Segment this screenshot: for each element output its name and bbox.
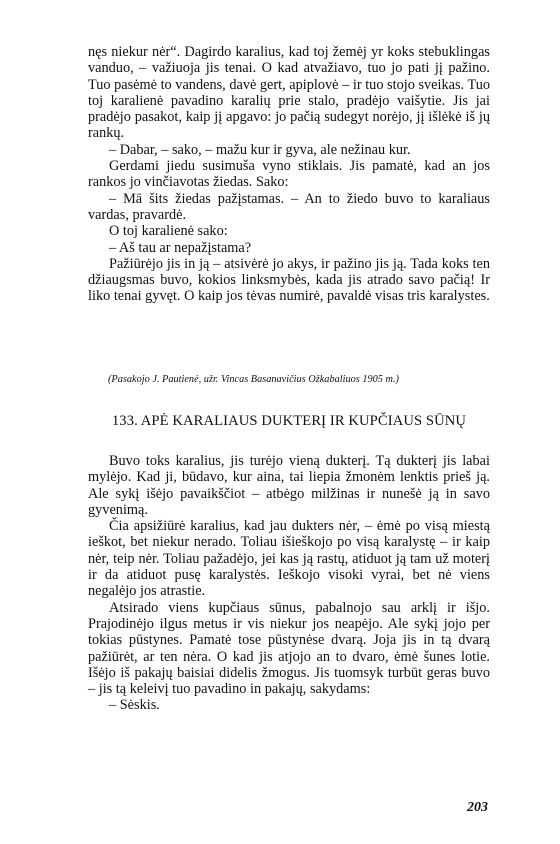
paragraph: nęs niekur nėr“. Dagirdo karalius, kad toj žemėj yr koks stebuklingas vanduo, – važiuoja jis tenai. O kad atvažiavo, tuo jo pati jį pažino. Tuo pasėmė to vandens, davė gert, apiplovė – ir tuo stojo sveikas. Tuo toj karalienė pavadino karalių prie stalo, pradėjo vaišytie. Jis jai pradėjo pasakot, kaip jį apgavo: jo pačią sudegyt norėjo, jį išlėkė iš jų rankų. [88,44,490,142]
paragraph: Pažiūrėjo jis in ją – atsivėrė jo akys, ir pažino jis ją. Tada koks ten džiaugsmas buvo, kokios linksmybės, kada jis atrado savo pačią! Ir liko tenai gyvęt. O kaip jos tėvas numirė, pavaldė visas tris karalystes. [88,255,490,305]
page-number: 203 [467,800,488,815]
story-text [88,453,490,714]
chapter-title: 133. APĖ KARALIAUS DUKTERĮ IR KUPČIAUS SŪNŲ [111,413,467,429]
paragraph: – Dabar, – sako, – mažu kur ir gyva, ale nežinau kur. [109,141,411,158]
paragraph: – Mā šits žiedas pažįstamas. – An to žiedo buvo to karaliaus vardas, pravardė. [88,190,490,223]
paragraph: Čia apsižiūrė karalius, kad jau dukters nėr, – ėmė po visą miestą ieškot, bet niekur nerado. Toliau išieškojo po visą karalystę – ir kaip nėr, teip nėr. Toliau pažadėjo, jei kas ją rastų, atiduot ją tam už moterį ir da atiduot pusę karalystės. Ieškojo visoki vyrai, bet nė viens negalėjo jos atrastie. [88,518,490,600]
story-ending-text [88,44,490,305]
paragraph: Atsirado viens kupčiaus sūnus, pabalnojo sau arklį ir išjo. Prajodinėjo ilgus metus ir vis niekur jos neapėjo. Ale sykį jojo per tokias pūstynes. Pamatė tose pūstynėse dvarą. Joja jis in tą dvarą pažiūrėt, ar ten nėra. O kad jis atjojo an to dvaro, ėmė šunes lotie. Išėjo iš pakajų baisiai didelis žmogus. Jis tuomsyk turbūt geras buvo – jis tą keleivį tuo pavadino in pakajų, sakydams: [88,599,490,698]
paragraph: O toj karalienė sako: [109,223,228,240]
paragraph: Buvo toks karalius, jis turėjo vieną dukterį. Tą dukterį jis labai mylėjo. Kad ji, būdavo, kur aina, tai liepia žmonėm lenktis prieš ją. Ale sykį išėjo pavaikščiot – atbėgo milžinas ir nunešė ją in savo gyvenimą. [88,453,490,518]
source-note: (Pasakojo J. Pautienė, užr. Vincas Basanavičius Ožkabaliuos 1905 m.) [108,374,399,385]
paragraph: – Aš tau ar nepažįstama? [109,239,252,256]
paragraph: – Sėskis. [109,697,160,714]
paragraph: Gerdami jiedu susimuša vyno stiklais. Jis pamatė, kad an jos rankos jo vinčiavotas žiedas. Sako: [88,158,490,191]
